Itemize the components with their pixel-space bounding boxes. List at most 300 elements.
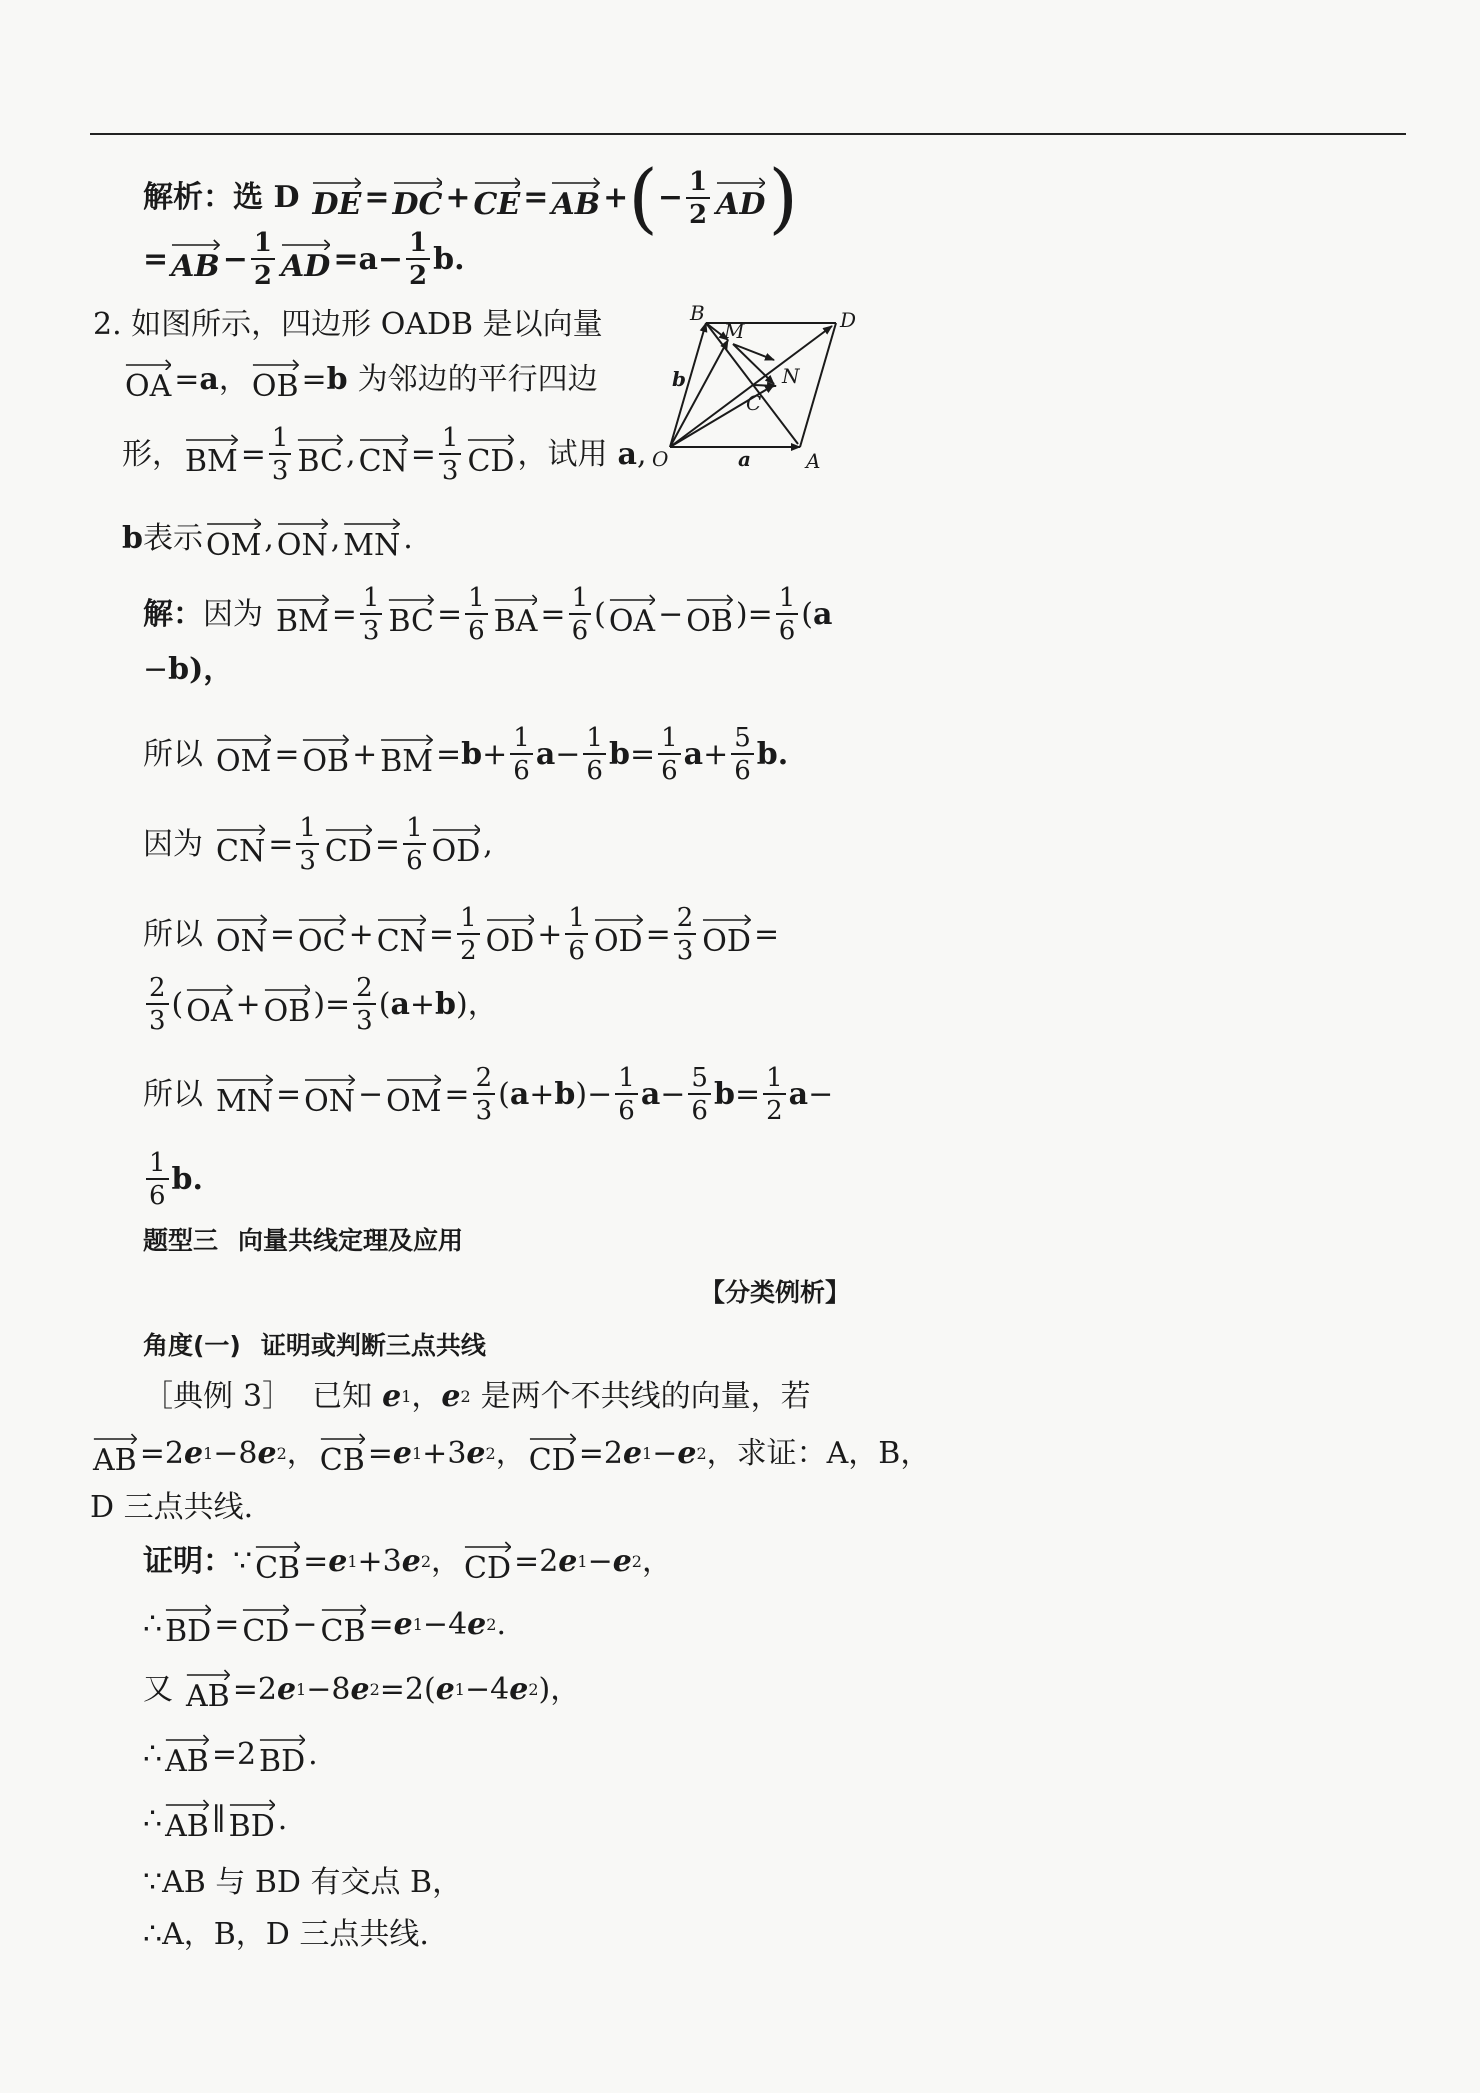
math-token: 形，: [122, 436, 182, 472]
math-token: 解：: [143, 596, 203, 632]
denominator: 3: [475, 1096, 493, 1126]
fraction: [776, 585, 799, 644]
segment-AD: [800, 323, 836, 447]
vector-label: BD: [165, 1614, 212, 1649]
solution-label: 解析：选 D: [143, 180, 300, 215]
math-token: 2: [631, 1552, 642, 1571]
math-token: .: [308, 1737, 318, 1772]
math-token: C: [746, 391, 762, 415]
vector-arrow: [242, 1603, 289, 1615]
vector: [216, 733, 271, 777]
math-token: 2: [539, 1544, 559, 1579]
fraction: [569, 585, 592, 644]
vector: [165, 1798, 209, 1842]
vector-label: AB: [171, 248, 220, 284]
vector-arrow: [165, 1733, 209, 1745]
vector-arrow: [216, 913, 267, 925]
proof-line-7: [143, 1917, 429, 1952]
math-token: +: [357, 1544, 383, 1579]
vector-label: BC: [297, 443, 344, 479]
vector-arrow: [186, 983, 232, 995]
denominator: 6: [618, 1096, 635, 1126]
math-token: =: [143, 241, 169, 277]
math-token: e: [328, 1544, 348, 1579]
vector-CE: [474, 176, 521, 220]
denominator: 6: [586, 756, 603, 786]
math-token: =: [274, 736, 300, 772]
math-token: b: [672, 367, 686, 391]
vector-arrow: [277, 517, 328, 529]
vector: [320, 1432, 365, 1476]
numerator: 1: [658, 725, 681, 755]
vector-BM: [185, 433, 238, 477]
math-token: =: [211, 1737, 237, 1772]
vector-label: OM: [205, 528, 262, 563]
math-token: a: [683, 736, 704, 772]
category-tag: [700, 1280, 850, 1305]
fraction: [146, 1150, 169, 1209]
math-token: −: [652, 1436, 678, 1471]
math-token: 证明：: [143, 1544, 233, 1579]
numerator: 1: [776, 585, 799, 615]
math-token: e: [509, 1672, 529, 1707]
numerator: 2: [353, 975, 376, 1005]
math-token: 2. 如图所示，四边形 OADB 是以向量: [93, 307, 603, 342]
vector-arrow: [165, 1798, 209, 1810]
denominator: 6: [778, 616, 796, 646]
math-token: −: [555, 736, 581, 772]
numerator: 1: [403, 815, 426, 845]
math-token: e: [382, 1379, 402, 1414]
vector-label: OA: [186, 993, 233, 1029]
vector-arrow: [320, 1432, 365, 1444]
problem-2-line-2: [122, 358, 598, 402]
fraction: [146, 975, 169, 1034]
vector-label: AD: [281, 248, 331, 284]
math-token: ，: [550, 1672, 581, 1707]
parallelogram-diagram: [648, 300, 878, 480]
math-token: ): [538, 1672, 551, 1707]
numerator: 2: [146, 975, 169, 1005]
vector-arrow: [302, 733, 349, 745]
math-token: a: [535, 736, 556, 772]
math-token: M: [724, 319, 745, 343]
vector-arrow: [264, 983, 311, 995]
math-token: 题型三: [143, 1226, 219, 1255]
vector: [276, 593, 329, 637]
vector-arrow: [276, 593, 329, 605]
vector-arrow: [702, 913, 751, 925]
math-token: a: [617, 436, 637, 472]
math-token: B: [690, 301, 705, 325]
vector-OB: [252, 358, 299, 402]
math-token: e: [441, 1379, 461, 1414]
math-token: =: [214, 1607, 240, 1642]
math-token: 2: [369, 1680, 380, 1699]
vector-label: OD: [593, 923, 643, 959]
math-token: =: [367, 1436, 393, 1471]
math-token: b: [554, 1076, 576, 1112]
vector: [686, 593, 733, 637]
numerator: 1: [615, 1065, 638, 1095]
vector-label: ON: [216, 923, 267, 959]
vector-arrow: [185, 433, 238, 445]
vector-label: BD: [228, 1809, 275, 1844]
numerator: 1: [296, 815, 319, 845]
fraction: [403, 815, 426, 874]
vector: [494, 593, 538, 637]
math-token: b: [122, 521, 143, 556]
math-token: 2: [276, 1444, 287, 1463]
numerator: 1: [360, 585, 383, 615]
math-token: =: [269, 916, 295, 952]
math-token: =: [374, 826, 401, 862]
fraction: [565, 905, 588, 964]
segment-OM: [670, 340, 728, 447]
vector: [304, 1073, 355, 1117]
example-3-line-2: [90, 1432, 930, 1476]
math-token: =: [379, 1672, 405, 1707]
math-token: e: [466, 1436, 486, 1471]
solution-2-line-7: [143, 1065, 833, 1124]
math-token: 1: [454, 1680, 465, 1699]
denominator: 2: [460, 936, 477, 966]
vector-label: CD: [464, 1551, 512, 1586]
math-token: =: [410, 436, 436, 472]
math-token: 8: [238, 1436, 258, 1471]
denominator: 3: [676, 936, 694, 966]
denominator: 3: [362, 616, 380, 646]
vector-label: CB: [320, 1614, 366, 1649]
math-token: =: [734, 1076, 761, 1112]
math-token: +: [482, 736, 508, 772]
section-3-title: [143, 1228, 463, 1253]
math-token: +: [529, 1076, 555, 1112]
vector-arrow: [304, 1073, 355, 1085]
denominator: 6: [406, 846, 423, 876]
proof-line-4: [143, 1733, 318, 1777]
problem-2-line-3: [122, 425, 646, 484]
math-token: ，: [218, 362, 249, 397]
math-token: 表示: [142, 521, 203, 556]
fraction: [763, 1065, 786, 1124]
denominator: 3: [149, 1006, 166, 1036]
fraction: [688, 1065, 711, 1124]
denominator: 2: [253, 261, 273, 291]
math-token: =: [303, 1544, 329, 1579]
vector: [594, 913, 643, 957]
vector: [388, 593, 434, 637]
math-token: 为邻边的平行四边: [357, 362, 598, 397]
math-token: .: [496, 1607, 506, 1642]
math-token: 1: [577, 1552, 588, 1571]
math-token: a: [509, 1076, 530, 1112]
segment-OD: [670, 326, 832, 447]
vector-label: MN: [216, 1083, 273, 1119]
vector-label: CB: [255, 1551, 301, 1586]
vector-label: CD: [242, 1614, 290, 1649]
solution-1-line-1: [143, 153, 799, 242]
vector-arrow: [321, 1603, 366, 1615]
vector: [380, 733, 433, 777]
vector-arrow: [388, 593, 434, 605]
vector: [264, 983, 311, 1027]
math-token: =: [368, 1607, 394, 1642]
vector: [609, 593, 655, 637]
math-token: 所以: [143, 1076, 203, 1112]
vector-arrow: [609, 593, 655, 605]
vector: [302, 733, 349, 777]
math-token: −: [660, 1076, 686, 1112]
fraction-half: [251, 230, 275, 289]
math-token: a: [788, 1076, 809, 1112]
math-token: +: [445, 180, 471, 215]
denominator: 6: [691, 1096, 708, 1126]
denominator: 2: [766, 1096, 783, 1126]
math-token: N: [782, 364, 800, 388]
numerator: 1: [510, 725, 533, 755]
math-token: −: [357, 1076, 384, 1112]
vector-arrow: [474, 176, 521, 188]
math-token: =: [629, 736, 656, 772]
vector: [186, 983, 232, 1027]
math-token: ): [735, 596, 748, 632]
math-token: .: [277, 1802, 288, 1837]
math-token: −: [587, 1076, 613, 1112]
math-token: −: [657, 180, 684, 215]
math-token: −: [464, 1672, 491, 1707]
math-token: 1: [203, 1444, 214, 1463]
fraction: [658, 725, 681, 784]
math-token: 2: [404, 1672, 424, 1707]
math-token: =a−: [333, 241, 404, 277]
math-token: b.: [433, 241, 465, 277]
math-token: e: [350, 1672, 370, 1707]
math-token: 所以: [143, 916, 203, 952]
math-token: ∴: [143, 1917, 163, 1952]
math-token: 向量共线定理及应用: [238, 1226, 464, 1255]
math-token: a: [738, 447, 751, 471]
math-token: =: [747, 596, 773, 632]
math-token: +: [603, 180, 629, 215]
segment-M-arrow: [733, 344, 774, 360]
vector-label: OB: [263, 993, 311, 1029]
math-token: 又: [143, 1672, 173, 1707]
vector-arrow: [494, 593, 538, 605]
math-token: 是两个不共线的向量，若: [480, 1379, 811, 1414]
vector-label: OB: [302, 743, 350, 779]
math-token: b: [435, 986, 457, 1022]
solution-2-line-2: [143, 652, 234, 687]
denominator: 6: [513, 756, 530, 786]
math-token: 因为: [143, 826, 203, 862]
vector: [529, 1432, 576, 1476]
vector-CD: [467, 433, 514, 477]
math-token: 2: [164, 1436, 184, 1471]
angle-1-title: [143, 1333, 486, 1358]
math-token: 1: [401, 1387, 412, 1406]
vector-label: OB: [251, 369, 299, 404]
fraction: [473, 1065, 496, 1124]
vector-arrow: [486, 913, 535, 925]
vector-arrow: [206, 517, 261, 529]
numerator: 1: [439, 425, 462, 455]
proof-line-5: [143, 1798, 287, 1842]
fraction: [615, 1065, 638, 1124]
segment-CN: [753, 385, 776, 386]
math-token: ∵: [143, 1865, 163, 1900]
math-token: b: [461, 736, 483, 772]
denominator: 2: [689, 199, 708, 230]
math-token: =: [645, 916, 671, 952]
math-token: b: [326, 362, 348, 397]
vector-label: OD: [485, 923, 535, 959]
vector-arrow: [325, 823, 372, 835]
math-token: 因为: [203, 596, 263, 632]
math-token: −: [587, 1544, 613, 1579]
numerator: 1: [569, 585, 592, 615]
vector-arrow: [386, 1073, 441, 1085]
denominator: 6: [468, 616, 485, 646]
math-token: ∴: [143, 1607, 163, 1642]
vector-label: CD: [528, 1443, 576, 1478]
vector-arrow: [216, 1073, 273, 1085]
vector-label: CD: [467, 443, 515, 479]
math-token: a: [640, 1076, 661, 1112]
math-token: (: [594, 596, 606, 632]
vector-arrow: [297, 433, 343, 445]
vector: [386, 1073, 441, 1117]
vector-arrow: [93, 1432, 137, 1444]
math-token: 2: [460, 1387, 471, 1406]
vector: [242, 1603, 289, 1647]
proof-line-3: [143, 1668, 580, 1712]
fraction-half: [406, 230, 430, 289]
math-token: ,: [264, 521, 274, 556]
fraction: [674, 905, 697, 964]
vector: [377, 913, 426, 957]
vector-label: BA: [493, 603, 538, 639]
vector: [229, 1798, 275, 1842]
vector-label: OD: [702, 923, 751, 959]
denominator: 6: [734, 756, 751, 786]
math-token: 2: [696, 1444, 707, 1463]
solution-2-line-1: [143, 585, 832, 644]
math-token: +: [235, 986, 261, 1022]
numerator: 1: [457, 905, 480, 935]
math-token: =: [428, 916, 455, 952]
numerator: 1: [146, 1150, 169, 1180]
math-token: 2: [257, 1672, 277, 1707]
numerator: 1: [269, 425, 292, 455]
vector: [702, 913, 751, 957]
numerator: 1: [763, 1065, 786, 1095]
denominator: 6: [571, 616, 589, 646]
math-token: 1: [347, 1552, 358, 1571]
vector-OM: [206, 517, 261, 561]
math-token: −: [143, 652, 169, 687]
math-token: =: [268, 826, 294, 862]
math-token: e: [392, 1436, 412, 1471]
numerator: 1: [251, 230, 275, 260]
math-token: =: [540, 596, 566, 632]
vector-label: OD: [431, 833, 481, 869]
math-token: 2: [420, 1552, 432, 1571]
math-token: 1: [642, 1444, 653, 1463]
fraction: [353, 975, 376, 1034]
denominator: 6: [661, 756, 678, 786]
math-token: +: [352, 736, 378, 772]
math-token: e: [467, 1607, 487, 1642]
math-token: AB 与 BD 有交点 B，: [162, 1865, 463, 1900]
vector-label: AB: [551, 187, 601, 222]
vector: [165, 1733, 209, 1777]
math-token: e: [183, 1436, 204, 1471]
fraction: [583, 725, 606, 784]
vector-arrow: [393, 176, 443, 188]
problem-2-line-1: [93, 307, 603, 342]
math-token: ，: [495, 1436, 526, 1471]
vector: [464, 1540, 511, 1584]
math-token: −: [306, 1672, 332, 1707]
vector-arrow: [464, 1540, 511, 1552]
math-token: b.: [756, 736, 789, 772]
vector: [186, 1668, 230, 1712]
numerator: 1: [686, 169, 710, 199]
math-token: e: [612, 1544, 632, 1579]
math-token: =: [232, 1672, 258, 1707]
vector-label: OM: [216, 743, 272, 779]
math-token: =: [437, 596, 463, 632]
vector: [165, 1603, 211, 1647]
math-token: (: [498, 1076, 510, 1112]
vector-ON: [277, 517, 328, 561]
math-token: ∥: [211, 1802, 226, 1837]
vector-arrow: [343, 517, 400, 529]
problem-2-line-4: [122, 517, 413, 561]
header-rule: [90, 133, 1406, 135]
vector-arrow: [594, 913, 643, 925]
vector-OA: [125, 358, 171, 402]
math-token: ): [313, 986, 326, 1022]
vector-label: OA: [608, 603, 656, 639]
vector-arrow: [716, 176, 765, 188]
math-token: ,: [483, 826, 493, 862]
math-token: ∴: [143, 1737, 163, 1772]
numerator: 1: [583, 725, 606, 755]
math-token: ，: [641, 1544, 672, 1579]
vector: [298, 913, 346, 957]
math-token: (: [628, 153, 658, 242]
math-token: =: [523, 180, 549, 215]
math-token: (: [171, 986, 184, 1022]
math-token: −: [222, 241, 248, 277]
math-token: A: [806, 449, 821, 473]
vector-label: BC: [388, 603, 435, 639]
math-token: +: [409, 986, 436, 1022]
numerator: 1: [406, 230, 430, 260]
math-token: =: [331, 596, 357, 632]
math-token: e: [401, 1544, 421, 1579]
math-token: 3: [382, 1544, 402, 1579]
vector: [432, 823, 481, 867]
vector-arrow: [686, 593, 733, 605]
vector-DC: [393, 176, 443, 220]
vector-label: AB: [93, 1443, 137, 1478]
math-token: 1: [296, 1680, 307, 1699]
math-token: b: [713, 1076, 735, 1112]
segment-MN: [733, 344, 774, 384]
